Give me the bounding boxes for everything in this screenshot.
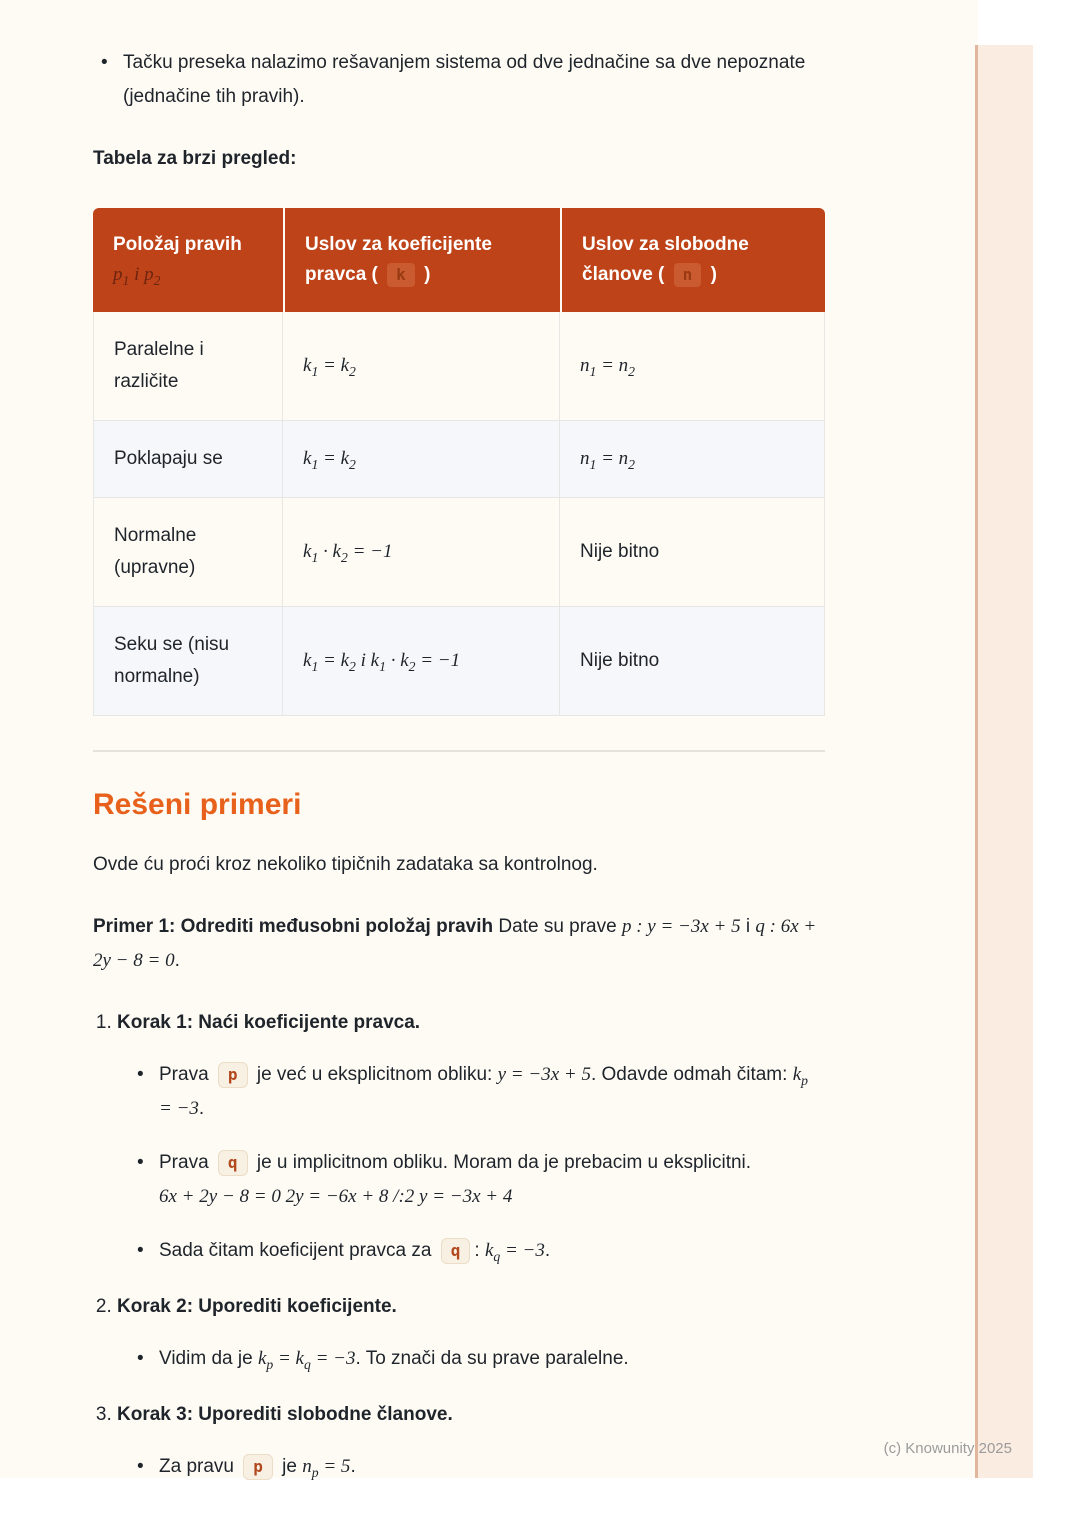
- text-span: Nije bitno: [580, 541, 660, 562]
- intro-bullet-list: [93, 46, 825, 114]
- text-span: .: [544, 1240, 551, 1261]
- copyright-note: (c) Knowunity 2025: [883, 1440, 1012, 1457]
- text-span: je: [276, 1456, 303, 1477]
- table-cell-position: Seku se (nisu normalne): [93, 607, 283, 716]
- table-header-free-terms: [560, 208, 825, 312]
- inline-code-chip: p: [243, 1454, 273, 1480]
- text-span: ): [418, 264, 431, 285]
- math-expression: $n_1 = n_2$: [580, 448, 636, 472]
- table-row: [93, 607, 825, 716]
- step-item: [117, 1006, 825, 1268]
- math-expression: $k_q = -3$: [484, 1240, 545, 1264]
- step-title: Korak 2: Uporediti koeficijente.: [117, 1296, 397, 1317]
- section-title: Rešeni primeri: [93, 788, 302, 821]
- table-row: [93, 312, 825, 421]
- text-span: Uslov za slobodne članove (: [582, 234, 749, 285]
- table-caption: Tabela za brzi pregled:: [93, 148, 297, 169]
- text-span: Nije bitno: [580, 650, 660, 671]
- inline-code-chip: q: [441, 1238, 471, 1264]
- step-bullet-list: [117, 1450, 825, 1484]
- text-span: :: [474, 1240, 485, 1261]
- table-cell-position: Paralelne i različite: [93, 312, 283, 421]
- math-expression: $k_p = k_q = -3$: [257, 1348, 356, 1372]
- header-title: [582, 230, 805, 290]
- list-item: [129, 1342, 825, 1376]
- math-expression: 6x + 2y − 8 = 0 2y = −6x + 8 /:2 y = −3x + 4: [159, 1186, 513, 1207]
- table-cell-coefficient: [283, 421, 560, 498]
- quick-table-body: [93, 312, 825, 716]
- steps-list: [93, 1006, 825, 1484]
- header-title: Položaj pravih: [113, 234, 242, 255]
- text-span: Date su prave: [493, 916, 622, 937]
- table-header-coefficient: [283, 208, 560, 312]
- text-span: . Odavde odmah čitam:: [590, 1064, 793, 1085]
- step-bullet-list: [117, 1342, 825, 1376]
- math-expression: $k_1 = k_2$: [303, 355, 356, 379]
- table-row: [93, 421, 825, 498]
- math-expression: $n_p = 5$: [302, 1456, 351, 1480]
- list-item: [129, 1234, 825, 1268]
- math-expression: y = −3x + 5: [497, 1064, 591, 1085]
- math-expression: p : y = −3x + 5: [621, 916, 741, 937]
- math-expression: $n_1 = n_2$: [580, 355, 636, 379]
- step-item: [117, 1398, 825, 1484]
- list-item: [129, 1146, 825, 1214]
- table-cell-free-term: [560, 421, 825, 498]
- text-span: je već u eksplicitnom obliku:: [251, 1064, 498, 1085]
- table-header-position: [93, 208, 283, 312]
- list-item: [93, 46, 825, 114]
- bold-text: Primer 1: Odrediti međusobni položaj pravih: [93, 916, 494, 937]
- inline-code-chip: k: [387, 263, 415, 287]
- table-cell-free-term: [560, 312, 825, 421]
- text-span: .: [174, 950, 180, 971]
- quick-reference-table: [93, 208, 825, 716]
- next-page-edge: [975, 45, 1033, 1478]
- text-span: ): [705, 264, 717, 285]
- table-header-row: [93, 208, 825, 312]
- step-item: [117, 1290, 825, 1376]
- header-math: [113, 260, 263, 290]
- text-span: je u implicitnom obliku. Moram da je prebacim u eksplicitni.: [251, 1152, 752, 1173]
- table-row: [93, 498, 825, 607]
- table-cell-coefficient: [283, 312, 560, 421]
- math-expression: $k_1 = k_2$ i $k_1 \cdot k_2 = -1$: [303, 650, 461, 674]
- text-span: Prava: [159, 1064, 214, 1085]
- step-title: Korak 3: Uporediti slobodne članove.: [117, 1404, 453, 1425]
- table-cell-position: Normalne (upravne): [93, 498, 283, 607]
- table-cell-coefficient: [283, 607, 560, 716]
- section-divider: [93, 750, 825, 752]
- text-span: .: [350, 1456, 356, 1477]
- table-cell-free-term: [560, 607, 825, 716]
- inline-code-chip: q: [218, 1150, 248, 1176]
- text-span: Vidim da je: [159, 1348, 258, 1369]
- example-heading: [93, 910, 825, 978]
- header-title: [305, 230, 540, 290]
- text-span: Sada čitam koeficijent pravca za: [159, 1240, 437, 1261]
- inline-code-chip: p: [218, 1062, 248, 1088]
- section-intro: Ovde ću proći kroz nekoliko tipičnih zadataka sa kontrolnog.: [93, 854, 598, 875]
- inline-code-chip: n: [674, 263, 702, 287]
- text-span: . To znači da su prave paralelne.: [355, 1348, 629, 1369]
- table-head: [93, 208, 825, 312]
- text-span: Uslov za koeficijente pravca (: [305, 234, 492, 285]
- math-expression: q : 6x + 2y − 8 = 0: [93, 916, 817, 971]
- bullet-text: [123, 52, 805, 107]
- table-cell-free-term: [560, 498, 825, 607]
- text-span: .: [198, 1098, 205, 1119]
- math-expression: $k_1 = k_2$: [303, 448, 356, 472]
- step-bullet-list: [117, 1058, 825, 1268]
- text-span: i: [740, 916, 756, 937]
- math-expression: $k_p = -3$: [159, 1064, 808, 1119]
- text-span: Tačku preseka nalazimo rešavanjem sistema od dve jednačine sa dve nepoznate (jednačine tih pravih).: [123, 52, 806, 107]
- step-title: Korak 1: Naći koeficijente pravca.: [117, 1012, 421, 1033]
- table-cell-coefficient: [283, 498, 560, 607]
- math-expression: $k_1 \cdot k_2 = -1$: [303, 541, 393, 565]
- list-item: [129, 1450, 825, 1484]
- table-cell-position: Poklapaju se: [93, 421, 283, 498]
- math-expression: $p_1$ i $p_2$: [113, 264, 161, 288]
- list-item: [129, 1058, 825, 1126]
- text-span: Prava: [159, 1152, 214, 1173]
- text-span: Za pravu: [159, 1456, 240, 1477]
